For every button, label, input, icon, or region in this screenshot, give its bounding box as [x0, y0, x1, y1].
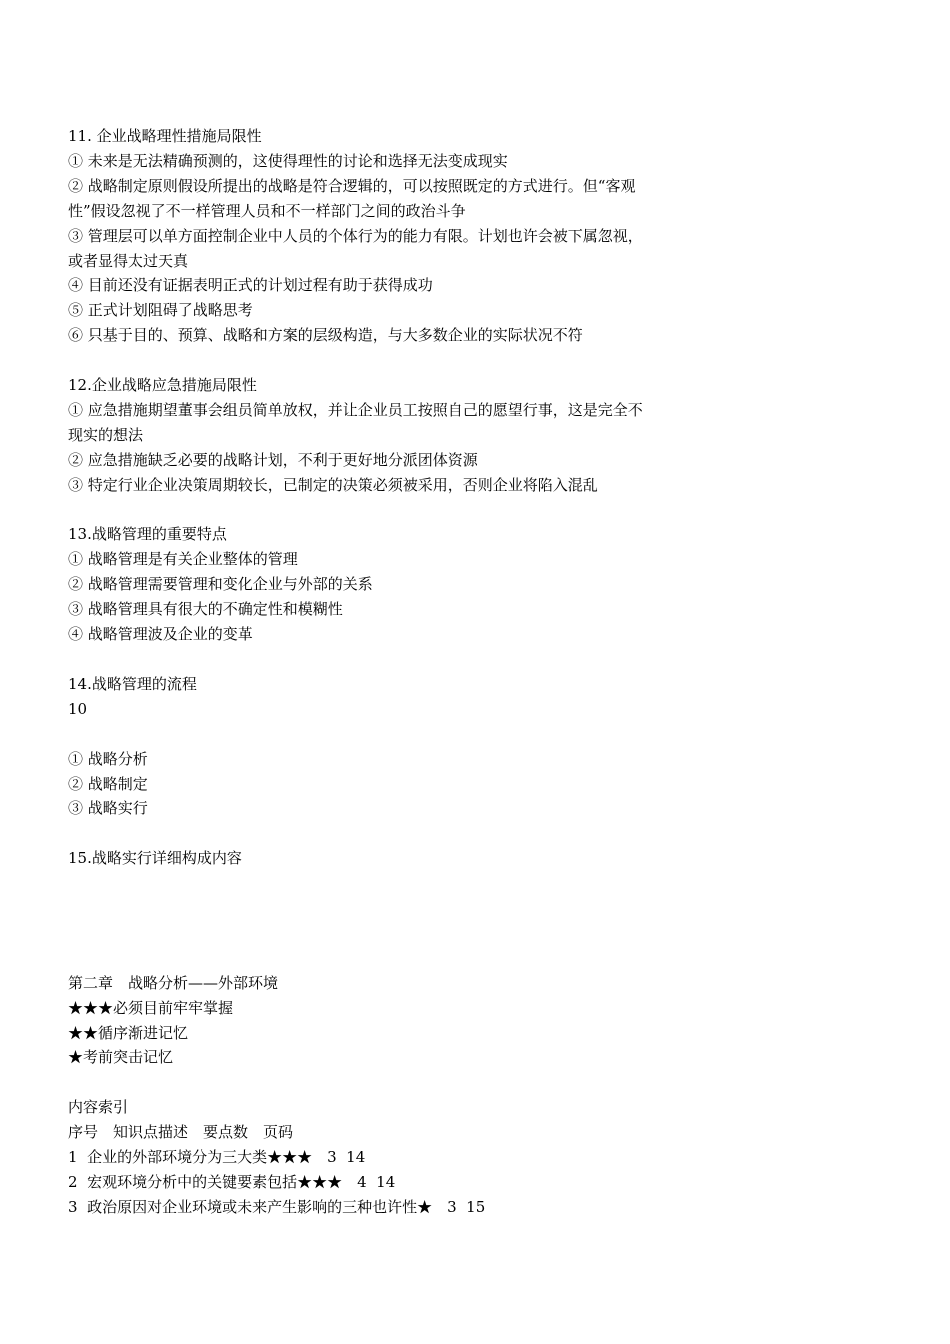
section-11-item-4: ④ 目前还没有证据表明正式的计划过程有助于获得成功	[68, 276, 433, 295]
section-15-heading: 15.战略实行详细构成内容	[68, 849, 242, 868]
section-12-item-3: ③ 特定行业企业决策周期较长，已制定的决策必须被采用，否则企业将陷入混乱	[68, 475, 598, 494]
index-row: 2 宏观环境分析中的关键要素包括★★★ 4 14	[68, 1172, 396, 1191]
spacer	[68, 348, 728, 373]
section-12-heading: 12.企业战略应急措施局限性	[68, 376, 257, 395]
section-13-item-4: ④ 战略管理波及企业的变革	[68, 625, 253, 644]
index-row: 3 政治原因对企业环境或未来产生影响的三种也许性★ 3 15	[68, 1197, 486, 1216]
section-14-item-2: ② 战略制定	[68, 774, 148, 793]
section-11-item-2-cont: 性”假设忽视了不一样管理人员和不一样部门之间的政治斗争	[68, 201, 466, 220]
legend-one-star: ★考前突击记忆	[68, 1048, 174, 1067]
index-header: 序号 知识点描述 要点数 页码	[68, 1123, 294, 1142]
section-12-item-1: ① 应急措施期望董事会组员简单放权，并让企业员工按照自己的愿望行事，这是完全不	[68, 400, 643, 419]
section-13-heading: 13.战略管理的重要特点	[68, 525, 227, 544]
index-title: 内容索引	[68, 1098, 129, 1117]
spacer	[68, 1070, 728, 1095]
page-number: 10	[68, 699, 88, 718]
index-row: 1 企业的外部环境分为三大类★★★ 3 14	[68, 1148, 366, 1167]
section-13-item-1: ① 战略管理是有关企业整体的管理	[68, 550, 298, 569]
chapter-title: 第二章 战略分析——外部环境	[68, 973, 279, 992]
section-13-item-3: ③ 战略管理具有很大的不确定性和模糊性	[68, 600, 343, 619]
section-14-item-3: ③ 战略实行	[68, 799, 148, 818]
legend-two-stars: ★★循序渐进记忆	[68, 1023, 189, 1042]
spacer	[68, 821, 728, 846]
section-11-item-3-cont: 或者显得太过天真	[68, 251, 189, 270]
spacer	[68, 722, 728, 747]
section-11-item-6: ⑥ 只基于目的、预算、战略和方案的层级构造，与大多数企业的实际状况不符	[68, 326, 583, 345]
section-11-item-1: ① 未来是无法精确预测的，这使得理性的讨论和选择无法变成现实	[68, 151, 508, 170]
spacer	[68, 498, 728, 523]
section-14-item-1: ① 战略分析	[68, 749, 148, 768]
section-11-item-2: ② 战略制定原则假设所提出的战略是符合逻辑的，可以按照既定的方式进行。但“客观	[68, 176, 636, 195]
section-11-heading: 11. 企业战略理性措施局限性	[68, 127, 262, 145]
legend-three-stars: ★★★必须目前牢牢掌握	[68, 998, 234, 1017]
section-11-item-5: ⑤ 正式计划阻碍了战略思考	[68, 301, 253, 320]
spacer	[68, 647, 728, 672]
spacer	[68, 871, 728, 971]
section-14-heading: 14.战略管理的流程	[68, 674, 197, 693]
section-13-item-2: ② 战略管理需要管理和变化企业与外部的关系	[68, 575, 373, 594]
section-12-item-1-cont: 现实的想法	[68, 425, 144, 444]
section-11-item-3: ③ 管理层可以单方面控制企业中人员的个体行为的能力有限。计划也许会被下属忽视，	[68, 226, 643, 245]
document-body	[68, 124, 728, 1220]
section-12-item-2: ② 应急措施缺乏必要的战略计划，不利于更好地分派团体资源	[68, 450, 478, 469]
